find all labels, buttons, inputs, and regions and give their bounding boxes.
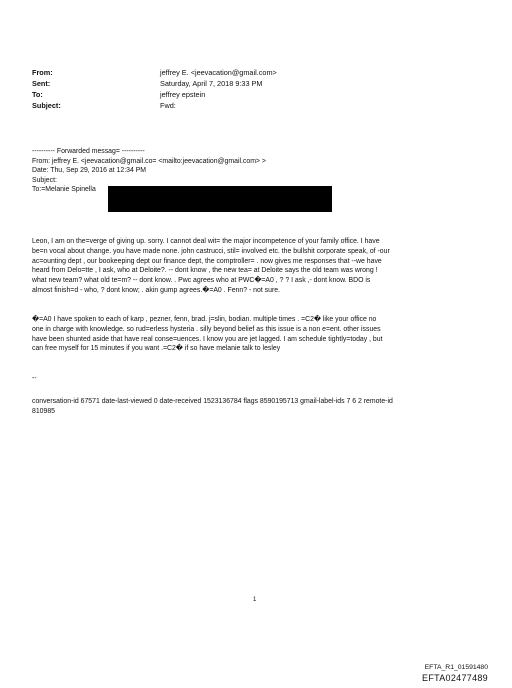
sent-label: Sent: xyxy=(32,79,51,88)
body-line: can free myself for 15 minutes if you want .=C2� if so have melanie talk to lesley xyxy=(32,345,281,353)
body-line: almost finish=d - who, ? dont know; . akin gump agrees.�=A0 . Fenn? - not sure. xyxy=(32,286,280,294)
metadata-line: 810985 xyxy=(32,407,55,415)
body-paragraph-2 xyxy=(32,315,488,354)
body-line: be=n vocal about change. you have made none. john castrucci, stil= involved etc. the bullshit corporate speak, of -our xyxy=(32,247,390,255)
bates-number-large: EFTA02477489 xyxy=(422,673,488,683)
subject-value: Fwd: xyxy=(160,101,176,110)
separator-text: -- xyxy=(32,375,37,382)
to-value: jeffrey epstein xyxy=(160,90,206,99)
subject-label: Subject: xyxy=(32,101,61,110)
body-line: Leon, I am on the=verge of giving up. sorry. I cannot deal wit= the major incompetence of your family office. I have xyxy=(32,238,380,245)
bates-number-small: EFTA_R1_01591480 xyxy=(424,664,488,671)
body-line: ac=ounting dept , our bookeeping dept our finance dept, the comptroller= . now gives me responses that --we have xyxy=(32,257,382,265)
body-line: heard from Delo=tte , I ask, who at Deloite?. -- dont know , the new tea= at Deloite says the old team was wrong ! xyxy=(32,267,378,275)
body-line: one in charge with knowledge. so rud=erless hysteria . silly beyond belief as this issue is a non e=ent. other issues xyxy=(32,325,381,333)
body-paragraph-1 xyxy=(32,237,488,296)
body-line: �=A0 I have spoken to each of karp , pezner, fenn, brad. j=slin, bodian. multiple times . =C2� like your office no xyxy=(32,316,377,323)
from-value: jeffrey E. <jeevacation@gmail.com> xyxy=(160,68,277,77)
forwarded-subject: Subject: xyxy=(32,176,57,184)
redaction-box xyxy=(108,186,332,212)
metadata-paragraph xyxy=(32,397,488,417)
page-number: 1 xyxy=(253,597,257,603)
to-label: To: xyxy=(32,90,43,99)
forwarded-date: Date: Thu, Sep 29, 2016 at 12:34 PM xyxy=(32,167,147,175)
from-label: From: xyxy=(32,68,53,77)
body-separator xyxy=(32,374,488,384)
body-line: have been shunted aside that have real conse=uences. I know you are jet lagged. I am schedule tightly=today , but xyxy=(32,335,383,343)
body-line: what new team? what old te=m? -- dont know. . Pwc agrees who at PWC�=A0 , ? ? I ask ,- dont know. BDO is xyxy=(32,277,371,285)
forwarded-to: To:=Melanie Spinella xyxy=(32,186,96,194)
forwarded-from: From: jeffrey E. <jeevacation@gmail.co= <mailto:jeevacation@gmail.com> > xyxy=(32,157,266,165)
metadata-line: conversation-id 67571 date-last-viewed 0 date-received 1523136784 flags 8590195713 gmail-label-ids 7 6 2 remote-id xyxy=(32,398,393,405)
forwarded-divider: ---------- Forwarded messag= ---------- xyxy=(32,148,145,155)
sent-value: Saturday, April 7, 2018 9:33 PM xyxy=(160,79,263,88)
